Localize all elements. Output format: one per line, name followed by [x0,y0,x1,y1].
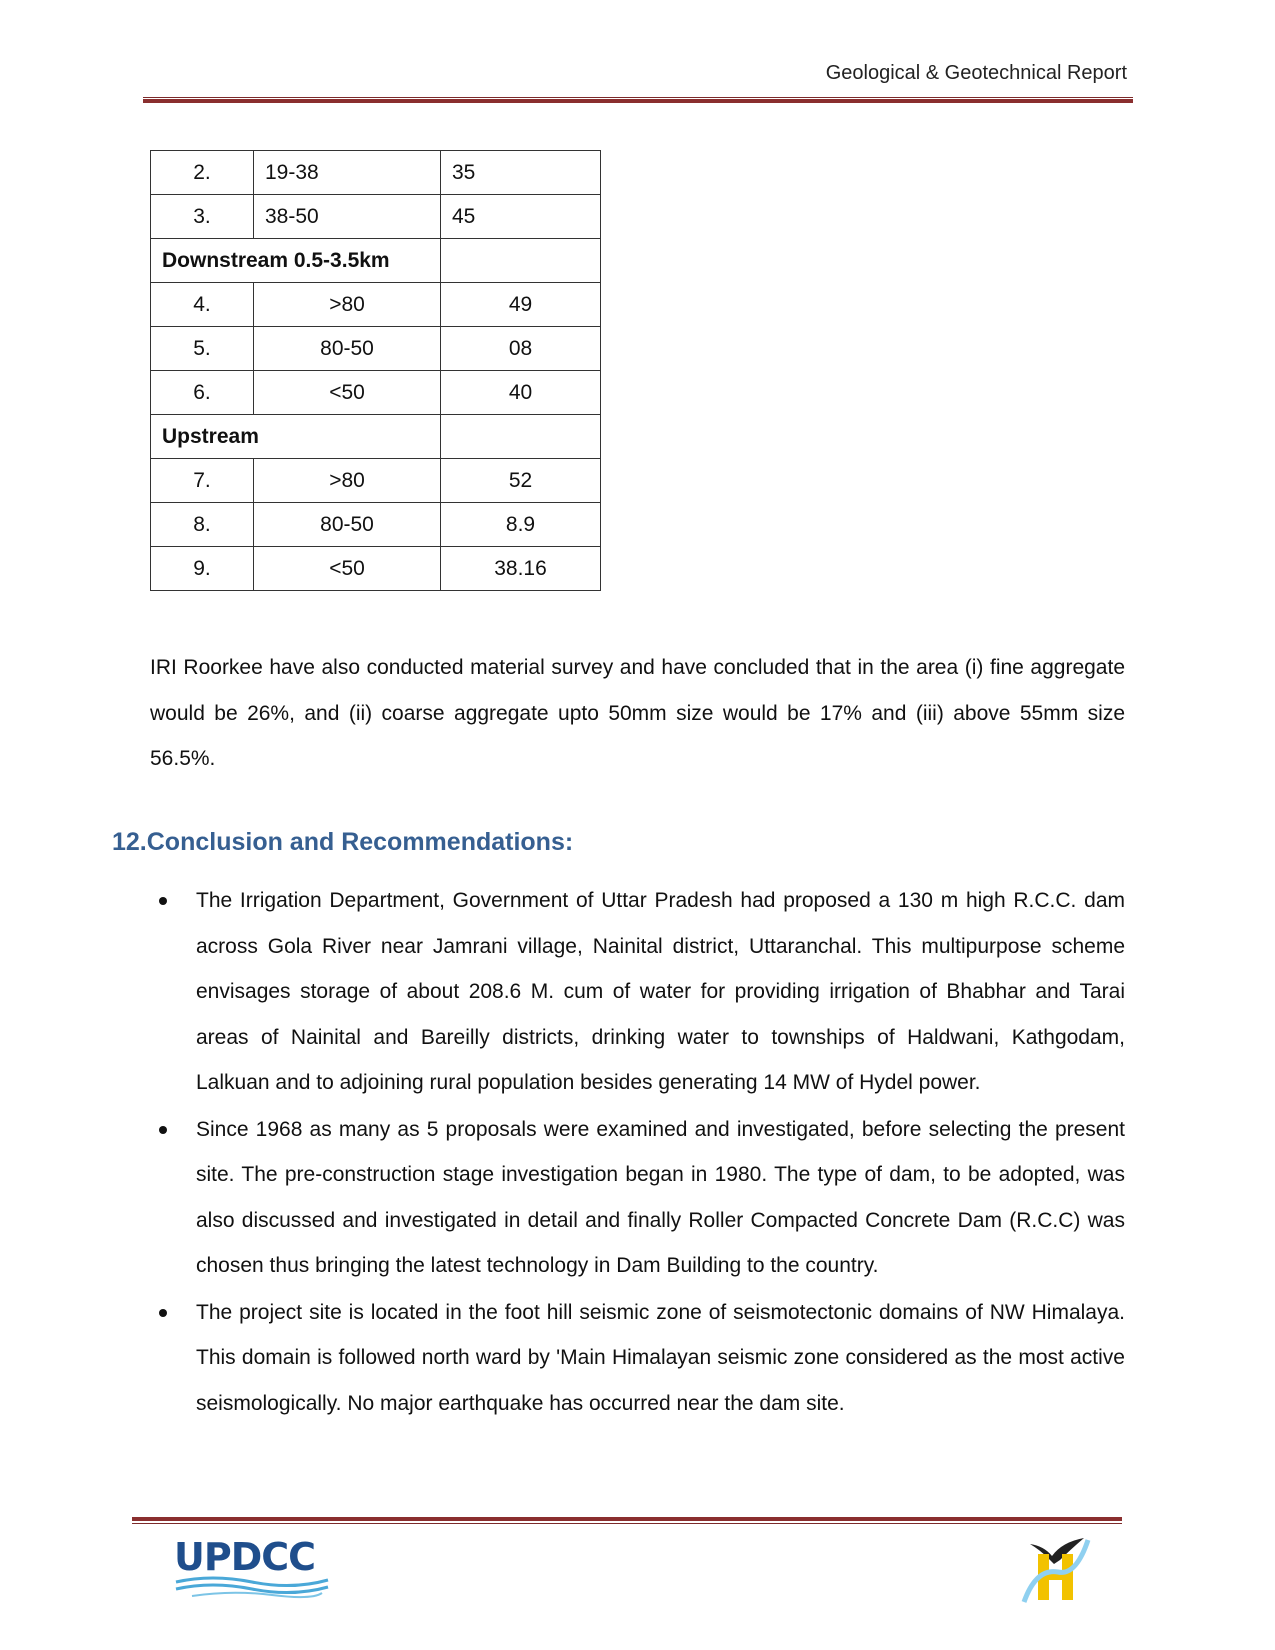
row-number: 2. [151,151,254,195]
row-number: 3. [151,195,254,239]
group-label: Upstream [151,415,441,459]
row-range: <50 [254,371,441,415]
hydro-logo [1018,1532,1094,1609]
material-survey-paragraph: IRI Roorkee have also conducted material survey and have concluded that in the area (i) fine aggregate would be 26%, and (ii) coarse aggregate upto 50mm size would be 17% and (iii) above 55mm size 56.5%. [150,656,1125,770]
group-header-row [151,415,601,459]
row-value: 08 [441,327,601,371]
row-number: 5. [151,327,254,371]
header-rule-thin [143,97,1133,98]
list-item-text: The Irrigation Department, Government of Uttar Pradesh had proposed a 130 m high R.C.C. dam across Gola River near Jamrani village, Nainital district, Uttaranchal. This multipurpose scheme envisages storage of about 208.6 M. cum of water for providing irrigation of Bhabhar and Tarai areas of Nainital and Bareilly districts, drinking water to townships of Haldwani, Kathgodam, Lalkuan and to adjoining rural population besides generating 14 MW of Hydel power. [196,889,1125,1094]
material-table [150,150,601,591]
row-range: 19-38 [254,151,441,195]
group-label: Downstream 0.5-3.5km [151,239,441,283]
row-range: 80-50 [254,503,441,547]
recommendations-list [150,878,1125,1427]
row-number: 8. [151,503,254,547]
table-row [151,503,601,547]
table-row [151,195,601,239]
updcc-logo-text: UPDCC [174,1535,316,1579]
bullet-icon [159,1126,167,1134]
list-item [150,1290,1125,1427]
group-header-row [151,239,601,283]
list-item-text: Since 1968 as many as 5 proposals were examined and investigated, before selecting the present site. The pre-construction stage investigation began in 1980. The type of dam, to be adopted, was also discussed and investigated in detail and finally Roller Compacted Concrete Dam (R.C.C) was chosen thus bringing the latest technology in Dam Building to the country. [196,1117,1125,1277]
table-row [151,151,601,195]
row-number: 4. [151,283,254,327]
row-range: <50 [254,547,441,591]
row-range: >80 [254,459,441,503]
header-rule-thick [143,99,1133,103]
group-empty-cell [441,239,601,283]
group-empty-cell [441,415,601,459]
list-item-text: The project site is located in the foot hill seismic zone of seismotectonic domains of NW Himalaya. This domain is followed north ward by 'Main Himalayan seismic zone considered as the most active seismologically. No major earthquake has occurred near the dam site. [196,1300,1125,1415]
row-value: 40 [441,371,601,415]
report-title: Geological & Geotechnical Report [825,62,1127,84]
row-value: 52 [441,459,601,503]
footer-rule-thick [132,1517,1122,1521]
table-row [151,283,601,327]
table-row [151,459,601,503]
row-range: 38-50 [254,195,441,239]
updcc-logo [172,1532,332,1607]
row-number: 9. [151,547,254,591]
row-number: 6. [151,371,254,415]
row-value: 35 [441,151,601,195]
table-row [151,327,601,371]
table-row [151,371,601,415]
list-item [150,1107,1125,1289]
row-value: 45 [441,195,601,239]
footer-rule-thin [132,1523,1122,1524]
row-value: 8.9 [441,503,601,547]
table-row [151,547,601,591]
bullet-icon [159,897,167,905]
row-range: 80-50 [254,327,441,371]
row-value: 38.16 [441,547,601,591]
row-number: 7. [151,459,254,503]
bullet-icon [159,1309,167,1317]
row-range: >80 [254,283,441,327]
section-heading: 12.Conclusion and Recommendations: [112,828,574,856]
list-item [150,878,1125,1106]
row-value: 49 [441,283,601,327]
